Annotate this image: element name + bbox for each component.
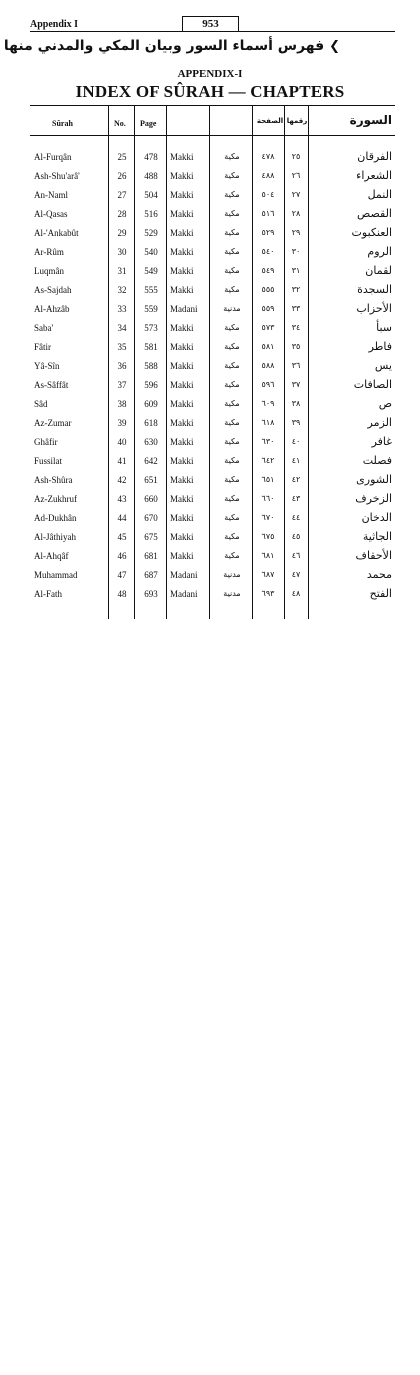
table-row (0, 568, 420, 587)
surah-number-arabic: ٤٧ (291, 570, 301, 579)
surah-page: 681 (144, 551, 158, 561)
surah-name: Ad-Dukhân (34, 513, 77, 523)
surah-number-arabic: ٣١ (291, 266, 301, 275)
table-row (0, 492, 420, 511)
surah-page: 516 (144, 209, 158, 219)
surah-number: 38 (117, 399, 127, 409)
surah-page: 573 (144, 323, 158, 333)
running-head (30, 10, 395, 36)
surah-name: Ar-Rûm (34, 247, 64, 257)
surah-page-arabic: ٦٨٧ (261, 570, 275, 579)
surah-page: 670 (144, 513, 158, 523)
surah-page: 618 (144, 418, 158, 428)
surah-page: 596 (144, 380, 158, 390)
revelation-type: Makki (170, 437, 194, 447)
surah-number-arabic: ٤٤ (291, 513, 301, 522)
revelation-type: Makki (170, 361, 194, 371)
revelation-type: Makki (170, 152, 194, 162)
surah-page: 540 (144, 247, 158, 257)
table-header-rule (30, 135, 395, 136)
surah-number: 43 (117, 494, 127, 504)
surah-name: As-Sâffât (34, 380, 69, 390)
header-no: No. (114, 119, 126, 128)
revelation-type: Makki (170, 494, 194, 504)
table-row (0, 340, 420, 359)
surah-number: 37 (117, 380, 127, 390)
surah-page: 687 (144, 570, 158, 580)
surah-name: Ash-Shûra (34, 475, 73, 485)
revelation-type: Makki (170, 209, 194, 219)
surah-name-arabic: الدخان (361, 511, 392, 524)
revelation-type: Makki (170, 323, 194, 333)
revelation-type-arabic: مكية (224, 228, 240, 237)
surah-number-arabic: ٣٣ (291, 304, 301, 313)
surah-page: 549 (144, 266, 158, 276)
surah-name-arabic: القصص (357, 207, 392, 220)
revelation-type-arabic: مكية (224, 171, 240, 180)
revelation-type-arabic: مكية (224, 475, 240, 484)
surah-name-arabic: الأحزاب (356, 302, 392, 315)
surah-page: 642 (144, 456, 158, 466)
table-row (0, 549, 420, 568)
surah-number-arabic: ٢٦ (291, 171, 301, 180)
surah-number: 40 (117, 437, 127, 447)
surah-page-arabic: ٤٨٨ (261, 171, 275, 180)
surah-number: 42 (117, 475, 127, 485)
table-row (0, 302, 420, 321)
surah-number-arabic: ٤٣ (291, 494, 301, 503)
revelation-type-arabic: مدنية (223, 304, 241, 313)
surah-number: 27 (117, 190, 127, 200)
revelation-type-arabic: مكية (224, 494, 240, 503)
surah-page-arabic: ٥٥٩ (261, 304, 275, 313)
revelation-type: Makki (170, 266, 194, 276)
surah-name: Al-Fath (34, 589, 62, 599)
surah-name: Ash-Shu'arâ' (34, 171, 80, 181)
surah-number-arabic: ٣٩ (291, 418, 301, 427)
surah-page: 478 (144, 152, 158, 162)
surah-number-arabic: ٣٠ (291, 247, 301, 256)
surah-name: Al-'Ankabût (34, 228, 79, 238)
table-row (0, 473, 420, 492)
surah-page-arabic: ٦١٨ (261, 418, 275, 427)
appendix-label: APPENDIX-I (177, 68, 243, 80)
header-surah-arabic: السورة (349, 113, 392, 127)
surah-name: Sâd (34, 399, 48, 409)
header-page: Page (140, 119, 157, 128)
table-row (0, 378, 420, 397)
surah-number-arabic: ٤٢ (291, 475, 301, 484)
table-row (0, 321, 420, 340)
surah-page-arabic: ٥٤٠ (261, 247, 275, 256)
surah-number: 29 (117, 228, 127, 238)
table-row (0, 150, 420, 169)
surah-number: 45 (117, 532, 127, 542)
surah-name-arabic: الشورى (356, 473, 392, 486)
surah-number: 28 (117, 209, 127, 219)
surah-name-arabic: الزمر (367, 416, 392, 429)
surah-page: 529 (144, 228, 158, 238)
surah-name-arabic: النمل (367, 188, 392, 201)
table-top-rule (30, 105, 395, 106)
revelation-type-arabic: مكية (224, 399, 240, 408)
table-row (0, 207, 420, 226)
page-number: 953 (202, 18, 219, 30)
table-row (0, 454, 420, 473)
revelation-type: Makki (170, 380, 194, 390)
table-row (0, 226, 420, 245)
surah-name: Al-Ahqâf (34, 551, 69, 561)
surah-name-arabic: ص (378, 397, 392, 410)
surah-number: 46 (117, 551, 127, 561)
revelation-type-arabic: مدنية (223, 589, 241, 598)
surah-page: 651 (144, 475, 158, 485)
revelation-type-arabic: مكية (224, 361, 240, 370)
surah-page-arabic: ٦٨١ (261, 551, 275, 560)
surah-number-arabic: ٣٤ (291, 323, 301, 332)
table-row (0, 397, 420, 416)
surah-page-arabic: ٦٧٠ (261, 513, 275, 522)
surah-name: Az-Zumar (34, 418, 72, 428)
surah-page-arabic: ٥٨١ (261, 342, 275, 351)
surah-name: Muhammad (34, 570, 78, 580)
surah-page-arabic: ٥٢٩ (261, 228, 275, 237)
surah-page: 581 (144, 342, 158, 352)
surah-name-arabic: لقمان (365, 264, 392, 277)
surah-page-arabic: ٤٧٨ (261, 152, 275, 161)
revelation-type: Makki (170, 513, 194, 523)
revelation-type-arabic: مكية (224, 209, 240, 218)
surah-page-arabic: ٦٣٠ (261, 437, 275, 446)
table-row (0, 245, 420, 264)
revelation-type: Makki (170, 399, 194, 409)
revelation-type: Makki (170, 285, 194, 295)
section-label: Appendix I (30, 19, 79, 30)
revelation-type: Makki (170, 475, 194, 485)
surah-page: 559 (144, 304, 158, 314)
surah-page: 630 (144, 437, 158, 447)
surah-name: Ghâfir (34, 437, 58, 447)
surah-number-arabic: ٤٨ (291, 589, 301, 598)
surah-page: 660 (144, 494, 158, 504)
surah-number-arabic: ٢٨ (291, 209, 301, 218)
surah-number: 35 (117, 342, 127, 352)
surah-name: As-Sajdah (34, 285, 72, 295)
revelation-type-arabic: مكية (224, 513, 240, 522)
surah-number-arabic: ٤٦ (291, 551, 301, 560)
table-row (0, 283, 420, 302)
surah-number-arabic: ٣٨ (291, 399, 301, 408)
surah-name-arabic: الصافات (353, 378, 392, 391)
surah-number: 31 (117, 266, 127, 276)
revelation-type-arabic: مكية (224, 380, 240, 389)
surah-number: 39 (117, 418, 127, 428)
surah-name-arabic: الروم (367, 245, 392, 258)
surah-number-arabic: ٢٩ (291, 228, 301, 237)
arabic-title-text: فهرس أسماء السور وبيان المكي والمدني منها (3, 38, 325, 54)
revelation-type: Makki (170, 190, 194, 200)
surah-list (0, 150, 420, 606)
revelation-type-arabic: مكية (224, 266, 240, 275)
table-row (0, 264, 420, 283)
surah-number-arabic: ٣٥ (291, 342, 301, 351)
surah-number: 26 (117, 171, 127, 181)
revelation-type-arabic: مكية (224, 418, 240, 427)
surah-number: 34 (117, 323, 127, 333)
surah-name: Al-Jâthiyah (34, 532, 76, 542)
surah-page: 693 (144, 589, 158, 599)
table-row (0, 511, 420, 530)
surah-number: 48 (117, 589, 127, 599)
surah-name-arabic: الفتح (369, 587, 392, 600)
revelation-type-arabic: مكية (224, 247, 240, 256)
surah-name: Fâtir (34, 342, 51, 352)
surah-number-arabic: ٤٥ (291, 532, 301, 541)
revelation-type-arabic: مكية (224, 285, 240, 294)
surah-name: Al-Ahzâb (34, 304, 70, 314)
surah-name: Fussilat (34, 456, 63, 466)
surah-page-arabic: ٥٥٥ (261, 285, 275, 294)
revelation-type-arabic: مكية (224, 342, 240, 351)
revelation-type: Makki (170, 456, 194, 466)
table-row (0, 435, 420, 454)
surah-name: Al-Qasas (34, 209, 68, 219)
surah-page: 588 (144, 361, 158, 371)
header-page-arabic: الصفحة (256, 117, 284, 125)
surah-page-arabic: ٦٠٩ (261, 399, 275, 408)
surah-number: 44 (117, 513, 127, 523)
revelation-type-arabic: مكية (224, 551, 240, 560)
surah-name-arabic: الزخرف (355, 492, 392, 505)
revelation-type-arabic: مكية (224, 456, 240, 465)
surah-page-arabic: ٥٩٦ (261, 380, 275, 389)
surah-number: 30 (117, 247, 127, 257)
page-title: INDEX OF SÛRAH — CHAPTERS (75, 82, 345, 101)
table-row (0, 188, 420, 207)
surah-page-arabic: ٦٩٣ (261, 589, 275, 598)
surah-name: Saba' (34, 323, 54, 333)
table-row (0, 416, 420, 435)
ornament-right: ❯ (329, 39, 340, 54)
surah-number-arabic: ٣٦ (291, 361, 301, 370)
surah-name: Luqmân (34, 266, 64, 276)
surah-name: Yâ-Sîn (34, 361, 60, 371)
surah-name-arabic: يس (374, 359, 392, 372)
surah-number-arabic: ٤١ (291, 456, 301, 465)
surah-page: 504 (144, 190, 158, 200)
surah-number-arabic: ٣٢ (291, 285, 301, 294)
revelation-type: Makki (170, 551, 194, 561)
surah-number-arabic: ٣٧ (291, 380, 301, 389)
surah-number: 41 (117, 456, 127, 466)
surah-number: 33 (117, 304, 127, 314)
surah-page-arabic: ٥٤٩ (261, 266, 275, 275)
revelation-type: Makki (170, 247, 194, 257)
surah-number: 36 (117, 361, 127, 371)
surah-page: 555 (144, 285, 158, 295)
surah-page-arabic: ٥١٦ (261, 209, 275, 218)
surah-name: An-Naml (34, 190, 68, 200)
surah-number-arabic: ٢٧ (291, 190, 301, 199)
revelation-type-arabic: مكية (224, 152, 240, 161)
revelation-type-arabic: مدنية (223, 570, 241, 579)
revelation-type: Makki (170, 532, 194, 542)
table-row (0, 530, 420, 549)
surah-page-arabic: ٥٠٤ (261, 190, 275, 199)
header-surah: Sûrah (52, 119, 73, 128)
surah-name: Al-Furqân (34, 152, 72, 162)
revelation-type: Makki (170, 342, 194, 352)
surah-name-arabic: سبأ (376, 321, 392, 334)
header-rule (30, 31, 395, 32)
revelation-type-arabic: مكية (224, 323, 240, 332)
surah-page-arabic: ٥٨٨ (261, 361, 275, 370)
surah-number-arabic: ٢٥ (291, 152, 301, 161)
revelation-type: Madani (170, 570, 198, 580)
surah-page-arabic: ٦٧٥ (261, 532, 275, 541)
surah-name-arabic: الجاثية (362, 530, 392, 543)
surah-page-arabic: ٦٤٢ (261, 456, 275, 465)
revelation-type-arabic: مكية (224, 532, 240, 541)
table-row (0, 169, 420, 188)
surah-number: 32 (117, 285, 127, 295)
surah-page-arabic: ٦٥١ (261, 475, 275, 484)
surah-name-arabic: غافر (371, 435, 392, 448)
surah-page-arabic: ٥٧٣ (261, 323, 275, 332)
header-no-arabic: رقمها (286, 117, 308, 125)
table-row (0, 359, 420, 378)
surah-page-arabic: ٦٦٠ (261, 494, 275, 503)
surah-page: 609 (144, 399, 158, 409)
revelation-type-arabic: مكية (224, 190, 240, 199)
surah-name-arabic: الفرقان (357, 150, 392, 163)
revelation-type: Makki (170, 228, 194, 238)
revelation-type-arabic: مكية (224, 437, 240, 446)
revelation-type: Madani (170, 304, 198, 314)
surah-number: 25 (117, 152, 127, 162)
surah-number-arabic: ٤٠ (291, 437, 301, 446)
surah-page: 488 (144, 171, 158, 181)
revelation-type: Makki (170, 171, 194, 181)
surah-name: Az-Zukhruf (34, 494, 77, 504)
page-number-box (182, 16, 239, 32)
arabic-title (3, 38, 340, 54)
surah-name-arabic: الشعراء (356, 169, 392, 182)
surah-name-arabic: العنكبوت (351, 226, 392, 239)
surah-name-arabic: فصلت (362, 454, 392, 467)
surah-name-arabic: الأحقاف (355, 549, 392, 562)
table-row (0, 587, 420, 606)
surah-name-arabic: السجدة (357, 283, 392, 296)
revelation-type: Makki (170, 418, 194, 428)
surah-number: 47 (117, 570, 127, 580)
surah-name-arabic: محمد (366, 568, 392, 581)
surah-name-arabic: فاطر (368, 340, 392, 353)
surah-page: 675 (144, 532, 158, 542)
revelation-type: Madani (170, 589, 198, 599)
